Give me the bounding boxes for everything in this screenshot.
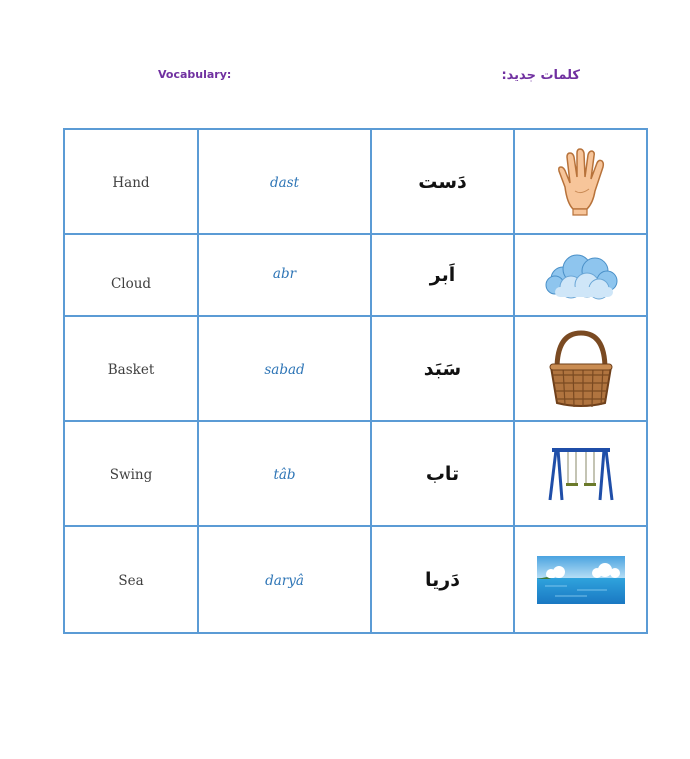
transliteration: sabad — [264, 362, 305, 378]
persian-cell — [371, 421, 514, 526]
picture-cell — [514, 234, 647, 316]
english-cell — [64, 234, 198, 316]
persian-cell — [371, 129, 514, 234]
transliteration: dast — [269, 175, 300, 191]
persian-word: تاب — [425, 462, 460, 485]
english-word: Sea — [118, 573, 144, 589]
sea-icon — [537, 556, 625, 604]
picture-cell — [514, 526, 647, 633]
persian-word: دَریا — [425, 568, 460, 591]
persian-title: کلمات جدید: — [501, 68, 580, 83]
transliteration-cell — [198, 316, 371, 421]
picture-cell — [514, 421, 647, 526]
persian-word: دَست — [418, 170, 467, 193]
persian-cell — [371, 526, 514, 633]
picture-cell — [514, 129, 647, 234]
transliteration: daryâ — [265, 573, 304, 589]
english-word: Swing — [109, 467, 153, 483]
english-cell — [64, 526, 198, 633]
transliteration-cell — [198, 234, 371, 316]
persian-word: اَبر — [429, 264, 456, 286]
persian-cell — [371, 234, 514, 316]
english-cell — [64, 421, 198, 526]
transliteration: tâb — [273, 467, 296, 483]
english-word: Basket — [107, 362, 155, 378]
transliteration-cell — [198, 129, 371, 234]
table-row — [64, 316, 647, 421]
english-word: Hand — [112, 175, 150, 191]
transliteration-cell — [198, 526, 371, 633]
persian-cell — [371, 316, 514, 421]
table-row — [64, 526, 647, 633]
picture-cell — [514, 316, 647, 421]
hand-icon — [551, 147, 611, 217]
persian-word: سَبَد — [423, 357, 462, 380]
swing-icon — [548, 444, 614, 504]
table-row — [64, 129, 647, 234]
table-row — [64, 234, 647, 316]
table-row — [64, 421, 647, 526]
transliteration-cell — [198, 421, 371, 526]
vocabulary-title: Vocabulary: — [158, 68, 232, 81]
basket-icon — [547, 329, 615, 409]
english-word: Cloud — [110, 275, 152, 292]
english-cell — [64, 129, 198, 234]
cloud-icon — [541, 247, 621, 303]
vocabulary-table — [63, 128, 648, 634]
transliteration: abr — [272, 265, 297, 282]
english-cell — [64, 316, 198, 421]
